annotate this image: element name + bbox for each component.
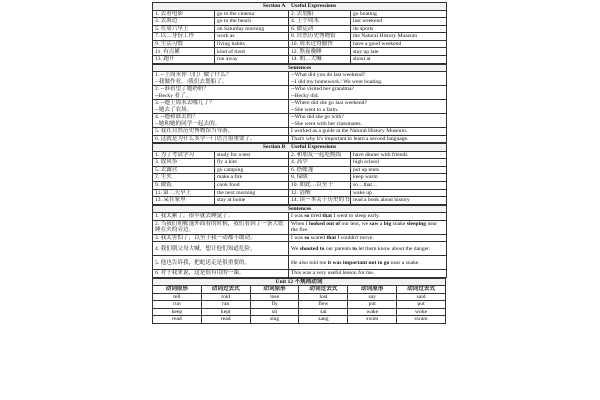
english-phrase: put up tents — [351, 166, 447, 174]
chinese-phrase: 2. 和朋友一起吃晚饭 — [289, 151, 351, 159]
english-phrase: have dinner with friends — [351, 151, 447, 159]
irregular-verb-row — [153, 308, 446, 316]
section-a-sentence-row — [153, 128, 447, 136]
chinese-phrase: 1. 去看电影 — [153, 10, 215, 18]
chinese-phrase: 6. 做运动 — [289, 25, 351, 33]
english-sentence: --Who did she go with? --She went with her classmates. — [289, 114, 447, 128]
past-form: told — [201, 293, 250, 301]
english-sentence: We shouted to our parents to let them know about the danger. — [289, 242, 447, 256]
chinese-sentence: 2. 当我们朝帐篷外面看的时候，我们看到了一条大蛇睡在火的旁边。 — [153, 220, 289, 234]
past-form: sat — [299, 308, 348, 316]
english-phrase: wake up — [351, 189, 447, 197]
chinese-phrase: 9. 生活习惯 — [153, 40, 215, 48]
english-phrase: go boating — [351, 10, 447, 18]
chinese-phrase: 12. 熬夜晚睡 — [289, 48, 351, 56]
english-phrase: read a book about history — [351, 197, 447, 205]
chinese-sentence: 3. --她上周末去哪儿了？ --她去了农场。 — [153, 100, 289, 114]
section-a-sentence-row — [153, 86, 447, 100]
section-a-sentence-row — [153, 72, 447, 86]
english-phrase: do sports — [351, 25, 447, 33]
chinese-phrase: 3. 去海边 — [153, 18, 215, 26]
chinese-phrase: 11. 第二天早上 — [153, 189, 215, 197]
section-b-expression-row — [153, 166, 447, 174]
section-b-sentence-row — [153, 242, 447, 256]
chinese-sentence: 4. --她和谁去的？ --她和她的同学一起去的。 — [153, 114, 289, 128]
section-a-expression-row — [153, 40, 447, 48]
irregular-verb-row — [153, 293, 446, 301]
english-phrase: run away — [215, 56, 289, 64]
chinese-phrase: 5. 在周六早上 — [153, 25, 215, 33]
irregular-verb-row — [153, 301, 446, 309]
chinese-phrase: 8. 保暖 — [289, 174, 351, 182]
english-phrase: the next morning — [215, 189, 289, 197]
english-sentence: --Who visited her grandma? --Becky did. — [289, 86, 447, 100]
english-sentence: When I looked out of our tent, we saw a big snake sleeping near the fire. — [289, 220, 447, 234]
chinese-sentence: 5. 他也告诉我，把蛇送走是很重要的。 — [153, 256, 289, 270]
section-b-sentences-table — [152, 205, 447, 278]
past-form: swam — [397, 316, 446, 324]
english-phrase: keep warm — [351, 174, 447, 182]
section-a-expression-row — [153, 10, 447, 18]
irregular-verbs-column-headers — [153, 286, 446, 294]
irregular-verbs-table — [152, 278, 446, 324]
chinese-phrase: 11. 有点累 — [153, 48, 215, 56]
chinese-phrase: 2. 去划船 — [289, 10, 351, 18]
section-b-expression-row — [153, 159, 447, 167]
english-sentence: He also told me it was important not to go near a snake. — [289, 256, 447, 270]
english-phrase: go camping — [215, 166, 289, 174]
past-form: kept — [201, 308, 250, 316]
english-phrase: fly a kite — [215, 159, 289, 167]
chinese-phrase: 6. 搭帐篷 — [289, 166, 351, 174]
chinese-phrase: 5. 去露营 — [153, 166, 215, 174]
base-form: say — [348, 293, 397, 301]
base-form: keep — [153, 308, 202, 316]
past-form: said — [397, 293, 446, 301]
chinese-phrase: 13. 跑开 — [153, 56, 215, 64]
section-b-sentence-row — [153, 213, 447, 221]
english-phrase: kind of tired — [215, 48, 289, 56]
english-phrase: make a fire — [215, 174, 289, 182]
english-sentence: This was a very useful lesson for me. — [289, 270, 447, 278]
section-a-header: Section A Useful Expressions — [153, 3, 447, 11]
english-phrase: stay at home — [215, 197, 289, 205]
chinese-sentence: 1. 我太累了，很早就去睡觉了。 — [153, 213, 289, 221]
section-b-sentence-row — [153, 220, 447, 234]
section-a-sentences-header: Sentences — [153, 64, 447, 72]
section-a-sentence-row — [153, 100, 447, 114]
base-form: wake — [348, 308, 397, 316]
chinese-phrase: 12. 清醒 — [289, 189, 351, 197]
english-phrase: go to the cinema — [215, 10, 289, 18]
chinese-phrase: 8. 自然历史博物馆 — [289, 33, 351, 41]
section-b-expression-row — [153, 182, 447, 190]
past-form: lost — [299, 293, 348, 301]
chinese-sentence: 2. --谁看望了她奶奶？ --Becky 看了。 — [153, 86, 289, 100]
base-form: read — [153, 316, 202, 324]
chinese-sentence: 6. 这就是为什么多学一门语言很重要了。 — [153, 135, 289, 143]
section-b-expression-row — [153, 174, 447, 182]
base-form: sit — [250, 308, 299, 316]
section-a-sentence-row — [153, 135, 447, 143]
english-phrase: work as — [215, 33, 289, 41]
base-form: sing — [250, 316, 299, 324]
english-sentence: I worked as a guide at the Natural History Museum. — [289, 128, 447, 136]
chinese-phrase: 4. 高中 — [289, 159, 351, 167]
section-b-expression-row — [153, 197, 447, 205]
section-b-sentence-row — [153, 234, 447, 242]
base-form: swim — [348, 316, 397, 324]
section-b-header: Section B Useful Expressions — [153, 144, 447, 152]
english-phrase: shout at — [351, 56, 447, 64]
worksheet — [152, 2, 446, 324]
section-a-expressions-table — [152, 2, 447, 64]
section-b-sentences-header: Sentences — [153, 205, 447, 213]
english-phrase: last weekend — [351, 18, 447, 26]
section-b-sentence-row — [153, 256, 447, 270]
past-form: flew — [299, 301, 348, 309]
english-phrase: cook food — [215, 182, 289, 190]
english-phrase: have a good weekend — [351, 40, 447, 48]
english-phrase: go to the beach — [215, 18, 289, 26]
base-form: run — [153, 301, 202, 309]
english-phrase: living habits — [215, 40, 289, 48]
chinese-phrase: 13. 呆在家里 — [153, 197, 215, 205]
chinese-sentence: 6. 对于我来说，这是很有用的一课。 — [153, 270, 289, 278]
column-header: 动词过去式 — [201, 286, 250, 294]
column-header: 动词原形 — [153, 286, 202, 294]
chinese-sentence: 5. 我在自然历史博物馆当导游。 — [153, 128, 289, 136]
section-b-expression-row — [153, 189, 447, 197]
past-form: put — [397, 301, 446, 309]
base-form: put — [348, 301, 397, 309]
column-header: 动词原形 — [250, 286, 299, 294]
past-form: read — [201, 316, 250, 324]
english-sentence: That's why it's important to learn a second language. — [289, 135, 447, 143]
english-sentence: --Where did she go last weekend? --She went to a farm. — [289, 100, 447, 114]
chinese-phrase: 7. 生火 — [153, 174, 215, 182]
english-phrase: so…that… — [351, 182, 447, 190]
chinese-phrase: 7. 以…身份工作 — [153, 33, 215, 41]
chinese-phrase: 14. 读一本关于历史的书 — [289, 197, 351, 205]
past-form: sang — [299, 316, 348, 324]
irregular-verbs-header: Unit 12 不规则动词 — [153, 278, 446, 286]
section-b-sentence-row — [153, 270, 447, 278]
section-a-expression-row — [153, 25, 447, 33]
base-form: lose — [250, 293, 299, 301]
past-form: ran — [201, 301, 250, 309]
section-b-expression-row — [153, 151, 447, 159]
english-sentence: --What did you do last weekend? --I did my homework./ We went boating. — [289, 72, 447, 86]
chinese-sentence: 3. 我太害怕了，以至于我一动都不敢动。 — [153, 234, 289, 242]
section-a-expression-row — [153, 33, 447, 41]
section-a-expression-row — [153, 48, 447, 56]
english-phrase: high school — [351, 159, 447, 167]
chinese-sentence: 1. --上周末你（们）做了什么？ --我做作业。/我们去划船了。 — [153, 72, 289, 86]
base-form: fly — [250, 301, 299, 309]
english-phrase: on Saturday morning — [215, 25, 289, 33]
chinese-phrase: 9. 做饭 — [153, 182, 215, 190]
chinese-sentence: 4. 我们朝父母大喊，想让他们知道危险。 — [153, 242, 289, 256]
past-form: woke — [397, 308, 446, 316]
column-header: 动词过去式 — [299, 286, 348, 294]
english-phrase: the Natural History Museum — [351, 33, 447, 41]
base-form: tell — [153, 293, 202, 301]
chinese-phrase: 10. 如此…以至于 — [289, 182, 351, 190]
english-phrase: stay up late — [351, 48, 447, 56]
chinese-phrase: 3. 放风筝 — [153, 159, 215, 167]
column-header: 动词原形 — [348, 286, 397, 294]
chinese-phrase: 4. 上个周末 — [289, 18, 351, 26]
section-a-expression-row — [153, 18, 447, 26]
english-phrase: study for a test — [215, 151, 289, 159]
section-a-sentences-table — [152, 64, 447, 144]
column-header: 动词过去式 — [397, 286, 446, 294]
english-sentence: I was so scared that I couldn't move. — [289, 234, 447, 242]
chinese-phrase: 14. 朝…大喊 — [289, 56, 351, 64]
chinese-phrase: 10. 周末过得愉快 — [289, 40, 351, 48]
chinese-phrase: 1. 为了考试学习 — [153, 151, 215, 159]
section-a-sentence-row — [153, 114, 447, 128]
english-sentence: I was so tired that I went to sleep early. — [289, 213, 447, 221]
section-a-expression-row — [153, 56, 447, 64]
section-b-expressions-table — [152, 143, 447, 205]
irregular-verb-row — [153, 316, 446, 324]
